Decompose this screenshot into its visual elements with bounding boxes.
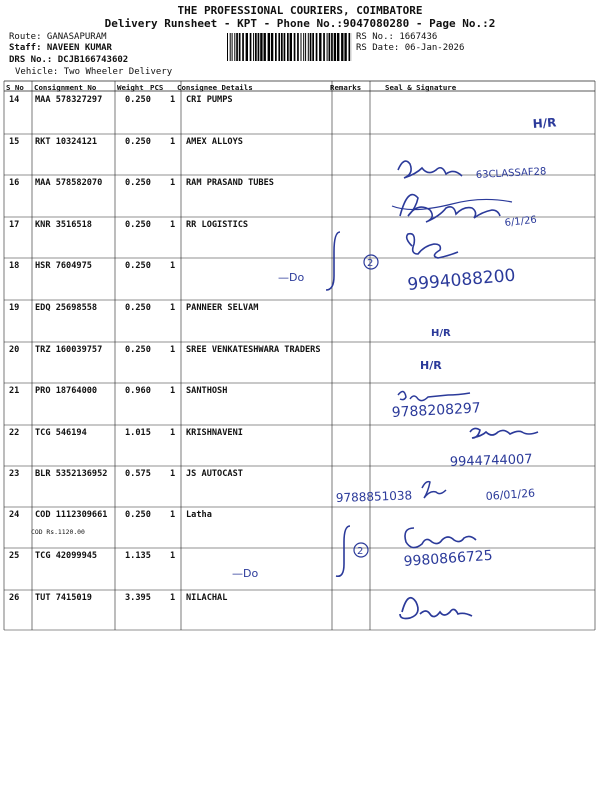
signature-r16 [400, 195, 500, 222]
hw-r23-date: 06/01/26 [485, 486, 536, 503]
cell-sno: 15 [9, 137, 20, 147]
hw-r18-ditto: —Do [278, 271, 305, 284]
cell-consignee: AMEX ALLOYS [186, 137, 243, 147]
hw-r25-ditto: —Do [232, 567, 259, 580]
barcode-bar [323, 33, 325, 61]
cell-sno: 20 [9, 345, 20, 355]
cell-consignee: SANTHOSH [186, 386, 228, 396]
cell-consignee: RR LOGISTICS [186, 220, 249, 230]
cell-pcs: 1 [170, 220, 176, 230]
barcode-bar [334, 33, 336, 61]
barcode-bar [242, 33, 244, 61]
cell-consignment: HSR 7604975 [35, 261, 92, 271]
signature-r23 [422, 482, 446, 498]
cell-consignee: KRISHNAVENI [186, 428, 243, 438]
barcode-bar [349, 33, 351, 61]
cell-pcs: 1 [170, 593, 176, 603]
barcode-bar [255, 33, 257, 61]
cell-consignment: TUT 7415019 [35, 593, 92, 603]
cell-sno: 14 [9, 95, 20, 105]
barcode-bar [253, 33, 254, 61]
cell-sno: 26 [9, 593, 20, 603]
cell-consignee: CRI PUMPS [186, 95, 233, 105]
cell-consignee: SREE VENKATESHWARA TRADERS [186, 345, 321, 355]
signature-r18 [407, 234, 458, 258]
cell-weight: 0.250 [125, 261, 151, 271]
barcode-bar [337, 33, 339, 61]
cell-weight: 3.395 [125, 593, 151, 603]
hw-r14: H/R [532, 115, 557, 131]
barcode-bar [327, 33, 328, 61]
cell-weight: 0.575 [125, 469, 151, 479]
cell-pcs: 1 [170, 386, 176, 396]
header-remarks: Remarks [330, 83, 362, 92]
cell-consignee: RAM PRASAND TUBES [186, 178, 274, 188]
cell-consignee: PANNEER SELVAM [186, 303, 259, 313]
cell-consignment: TCG 546194 [35, 428, 87, 438]
cell-pcs: 1 [170, 178, 176, 188]
cell-consignment: KNR 3516518 [35, 220, 92, 230]
barcode-bar [310, 33, 312, 61]
barcode-bar [250, 33, 252, 61]
vehicle-label: Vehicle: Two Wheeler Delivery [15, 67, 173, 77]
signature-r15 [398, 161, 462, 178]
barcode [227, 33, 352, 61]
barcode-bar [312, 33, 314, 61]
cell-pcs: 1 [170, 261, 176, 271]
signature-r16-loop [392, 199, 512, 209]
barcode-bar [303, 33, 304, 61]
barcode-bar [297, 33, 299, 61]
barcode-bar [305, 33, 306, 61]
barcode-bar [230, 33, 231, 61]
barcode-bar [236, 33, 238, 61]
barcode-bar [344, 33, 346, 61]
barcode-bar [271, 33, 273, 61]
barcode-bar [294, 33, 296, 61]
cell-consignment: COD 1112309661 [35, 510, 108, 520]
cell-consignee: NILACHAL [186, 593, 228, 603]
signature-r25 [405, 528, 476, 548]
barcode-bar [316, 33, 318, 61]
barcode-bar [301, 33, 302, 61]
barcode-bar [264, 33, 266, 61]
cell-weight: 0.960 [125, 386, 151, 396]
barcode-bar [341, 33, 343, 61]
cell-pcs: 1 [170, 510, 176, 520]
cell-sno: 17 [9, 220, 20, 230]
signature-r21 [398, 391, 470, 400]
barcode-bar [290, 33, 292, 61]
barcode-bar [284, 33, 286, 61]
cell-weight: 0.250 [125, 345, 151, 355]
hw-r18-phone: 9994088200 [406, 265, 517, 295]
cell-weight: 0.250 [125, 303, 151, 313]
drs-label: DRS No.: DCJB166743602 [9, 55, 129, 65]
ditto-circle-r25-text: 2 [357, 546, 364, 557]
rs-date-label: RS Date: 06-Jan-2026 [356, 43, 465, 53]
hw-r23-phone: 9788851038 [335, 488, 413, 505]
barcode-bar [234, 33, 235, 61]
barcode-bar [287, 33, 289, 61]
cell-consignee: JS AUTOCAST [186, 469, 243, 479]
staff-label: Staff: NAVEEN KUMAR [9, 43, 112, 53]
cell-pcs: 1 [170, 303, 176, 313]
barcode-bar [275, 33, 277, 61]
barcode-bar [227, 33, 228, 61]
cell-sno: 21 [9, 386, 20, 396]
barcode-bar [319, 33, 321, 61]
barcode-bar [232, 33, 233, 61]
header-consignee: Consignee Details [177, 83, 253, 92]
cell-pcs: 1 [170, 428, 176, 438]
barcode-bar [331, 33, 333, 61]
barcode-bar [260, 33, 262, 61]
hw-r16-date: 6/1/26 [504, 214, 538, 229]
company-title: THE PROFESSIONAL COURIERS, COIMBATORE [177, 4, 423, 17]
cell-consignment: MAA 578582070 [35, 178, 103, 188]
signature-r22 [470, 428, 538, 438]
ditto-brace-r24-25 [336, 526, 350, 576]
ditto-circle-r25 [354, 543, 368, 557]
cell-weight: 0.250 [125, 95, 151, 105]
cell-weight: 0.250 [125, 178, 151, 188]
cell-sno: 19 [9, 303, 20, 313]
hw-r15-num: 63CLASSAF28 [475, 166, 547, 181]
header-pcs: PCS [150, 83, 164, 92]
signature-r26 [400, 598, 472, 619]
barcode-bar [278, 33, 280, 61]
cell-sno: 22 [9, 428, 20, 438]
cell-consignment: TCG 42099945 [35, 551, 98, 561]
barcode-bar [246, 33, 248, 61]
barcode-bar [329, 33, 331, 61]
hw-r20: H/R [420, 359, 442, 372]
hw-r25-phone: 9980866725 [403, 547, 494, 570]
cell-consignment: PRO 18764000 [35, 386, 98, 396]
hw-r19: H/R [431, 328, 451, 339]
cell-consignment: TRZ 160039757 [35, 345, 103, 355]
cell-pcs: 1 [170, 137, 176, 147]
ditto-brace-r17-18 [326, 232, 340, 290]
ditto-circle-r18 [364, 255, 378, 269]
cell-pcs: 1 [170, 95, 176, 105]
header-sno: S No [6, 83, 24, 92]
cell-weight: 0.250 [125, 510, 151, 520]
barcode-bar [308, 33, 309, 61]
barcode-bar [258, 33, 260, 61]
cell-sno: 16 [9, 178, 20, 188]
cell-pcs: 1 [170, 469, 176, 479]
cod-amount: COD Rs.1120.00 [31, 528, 85, 536]
cell-consignment: BLR 5352136952 [35, 469, 108, 479]
barcode-bar [268, 33, 270, 61]
cell-consignment: EDQ 25698558 [35, 303, 98, 313]
header-seal: Seal & Signature [385, 83, 457, 92]
cell-pcs: 1 [170, 345, 176, 355]
header-weight: Weight [117, 83, 144, 92]
barcode-bar [281, 33, 283, 61]
cell-sno: 18 [9, 261, 20, 271]
barcode-bar [239, 33, 241, 61]
route-label: Route: GANASAPURAM [9, 32, 107, 42]
cell-consignment: MAA 578327297 [35, 95, 103, 105]
ditto-circle-r18-text: 2 [367, 258, 374, 269]
cell-sno: 24 [9, 510, 20, 520]
cell-sno: 23 [9, 469, 20, 479]
runsheet-subtitle: Delivery Runsheet - KPT - Phone No.:9047080280 - Page No.:2 [104, 17, 496, 30]
cell-consignee: Latha [186, 510, 212, 520]
cell-weight: 1.135 [125, 551, 151, 561]
rs-no-label: RS No.: 1667436 [356, 32, 438, 42]
cell-weight: 1.015 [125, 428, 151, 438]
cell-weight: 0.250 [125, 137, 151, 147]
cell-weight: 0.250 [125, 220, 151, 230]
cell-sno: 25 [9, 551, 20, 561]
hw-r22-phone: 9944744007 [449, 452, 533, 470]
cell-consignment: RKT 10324121 [35, 137, 98, 147]
hw-r21-phone: 9788208297 [391, 400, 482, 421]
cell-pcs: 1 [170, 551, 176, 561]
header-consignment: Consignment No [34, 83, 97, 92]
